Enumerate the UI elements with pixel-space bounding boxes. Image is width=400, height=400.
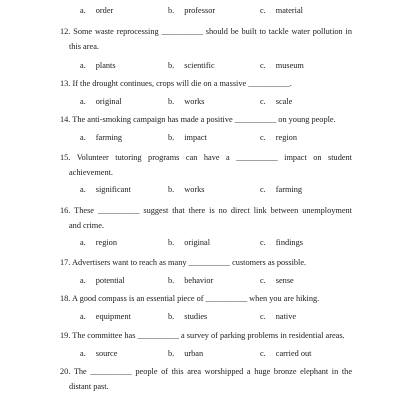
q11-option-a: a. order — [80, 6, 114, 15]
q15-text-line1: 15. Volunteer tutoring programs can have a __________ impact on student — [60, 153, 352, 162]
q19-option-a: a. source — [80, 349, 118, 358]
q11-option-c: c. material — [260, 6, 303, 15]
q14-option-b: b. impact — [168, 133, 207, 142]
q16-option-c: c. findings — [260, 238, 303, 247]
q13-text-line1: 13. If the drought continues, crops will die on a massive __________. — [60, 79, 292, 88]
q18-option-b: b. studies — [168, 312, 208, 321]
q16-option-b: b. original — [168, 238, 211, 247]
q17-option-c: c. sense — [260, 276, 294, 285]
q14-text-line1: 14. The anti-smoking campaign has made a positive __________ on young people. — [60, 115, 336, 124]
q15-option-c: c. farming — [260, 185, 303, 194]
q12-text-line2: this area. — [69, 42, 99, 51]
q20-text-line1: 20. The __________ people of this area worshipped a huge bronze elephant in the — [60, 367, 352, 376]
q12-option-c: c. museum — [260, 61, 304, 70]
q12-option-a: a. plants — [80, 61, 116, 70]
q15-text-line2: achievement. — [69, 168, 113, 177]
q18-option-c: c. native — [260, 312, 297, 321]
q13-option-a: a. original — [80, 97, 122, 106]
q12-text-line1: 12. Some waste reprocessing __________ should be built to tackle water pollution in — [60, 27, 352, 36]
q12-option-b: b. scientific — [168, 61, 215, 70]
q11-option-b: b. professor — [168, 6, 216, 15]
q16-text-line2: and crime. — [69, 221, 105, 230]
q19-option-c: c. carried out — [260, 349, 312, 358]
q15-option-b: b. works — [168, 185, 205, 194]
q19-text-line1: 19. The committee has __________ a survey of parking problems in residential areas. — [60, 331, 345, 340]
q16-option-a: a. region — [80, 238, 117, 247]
q16-text-line1: 16. These __________ suggest that there is no direct link between unemployment — [60, 206, 352, 215]
q15-option-a: a. significant — [80, 185, 131, 194]
q17-option-b: b. behavior — [168, 276, 214, 285]
q17-text-line1: 17. Advertisers want to reach as many __________ customers as possible. — [60, 258, 307, 267]
q19-option-b: b. urban — [168, 349, 204, 358]
q18-option-a: a. equipment — [80, 312, 131, 321]
q20-text-line2: distant past. — [69, 382, 109, 391]
q13-option-c: c. scale — [260, 97, 293, 106]
q13-option-b: b. works — [168, 97, 205, 106]
q17-option-a: a. potential — [80, 276, 125, 285]
q18-text-line1: 18. A good compass is an essential piece of __________ when you are hiking. — [60, 294, 320, 303]
q14-option-c: c. region — [260, 133, 297, 142]
q14-option-a: a. farming — [80, 133, 123, 142]
